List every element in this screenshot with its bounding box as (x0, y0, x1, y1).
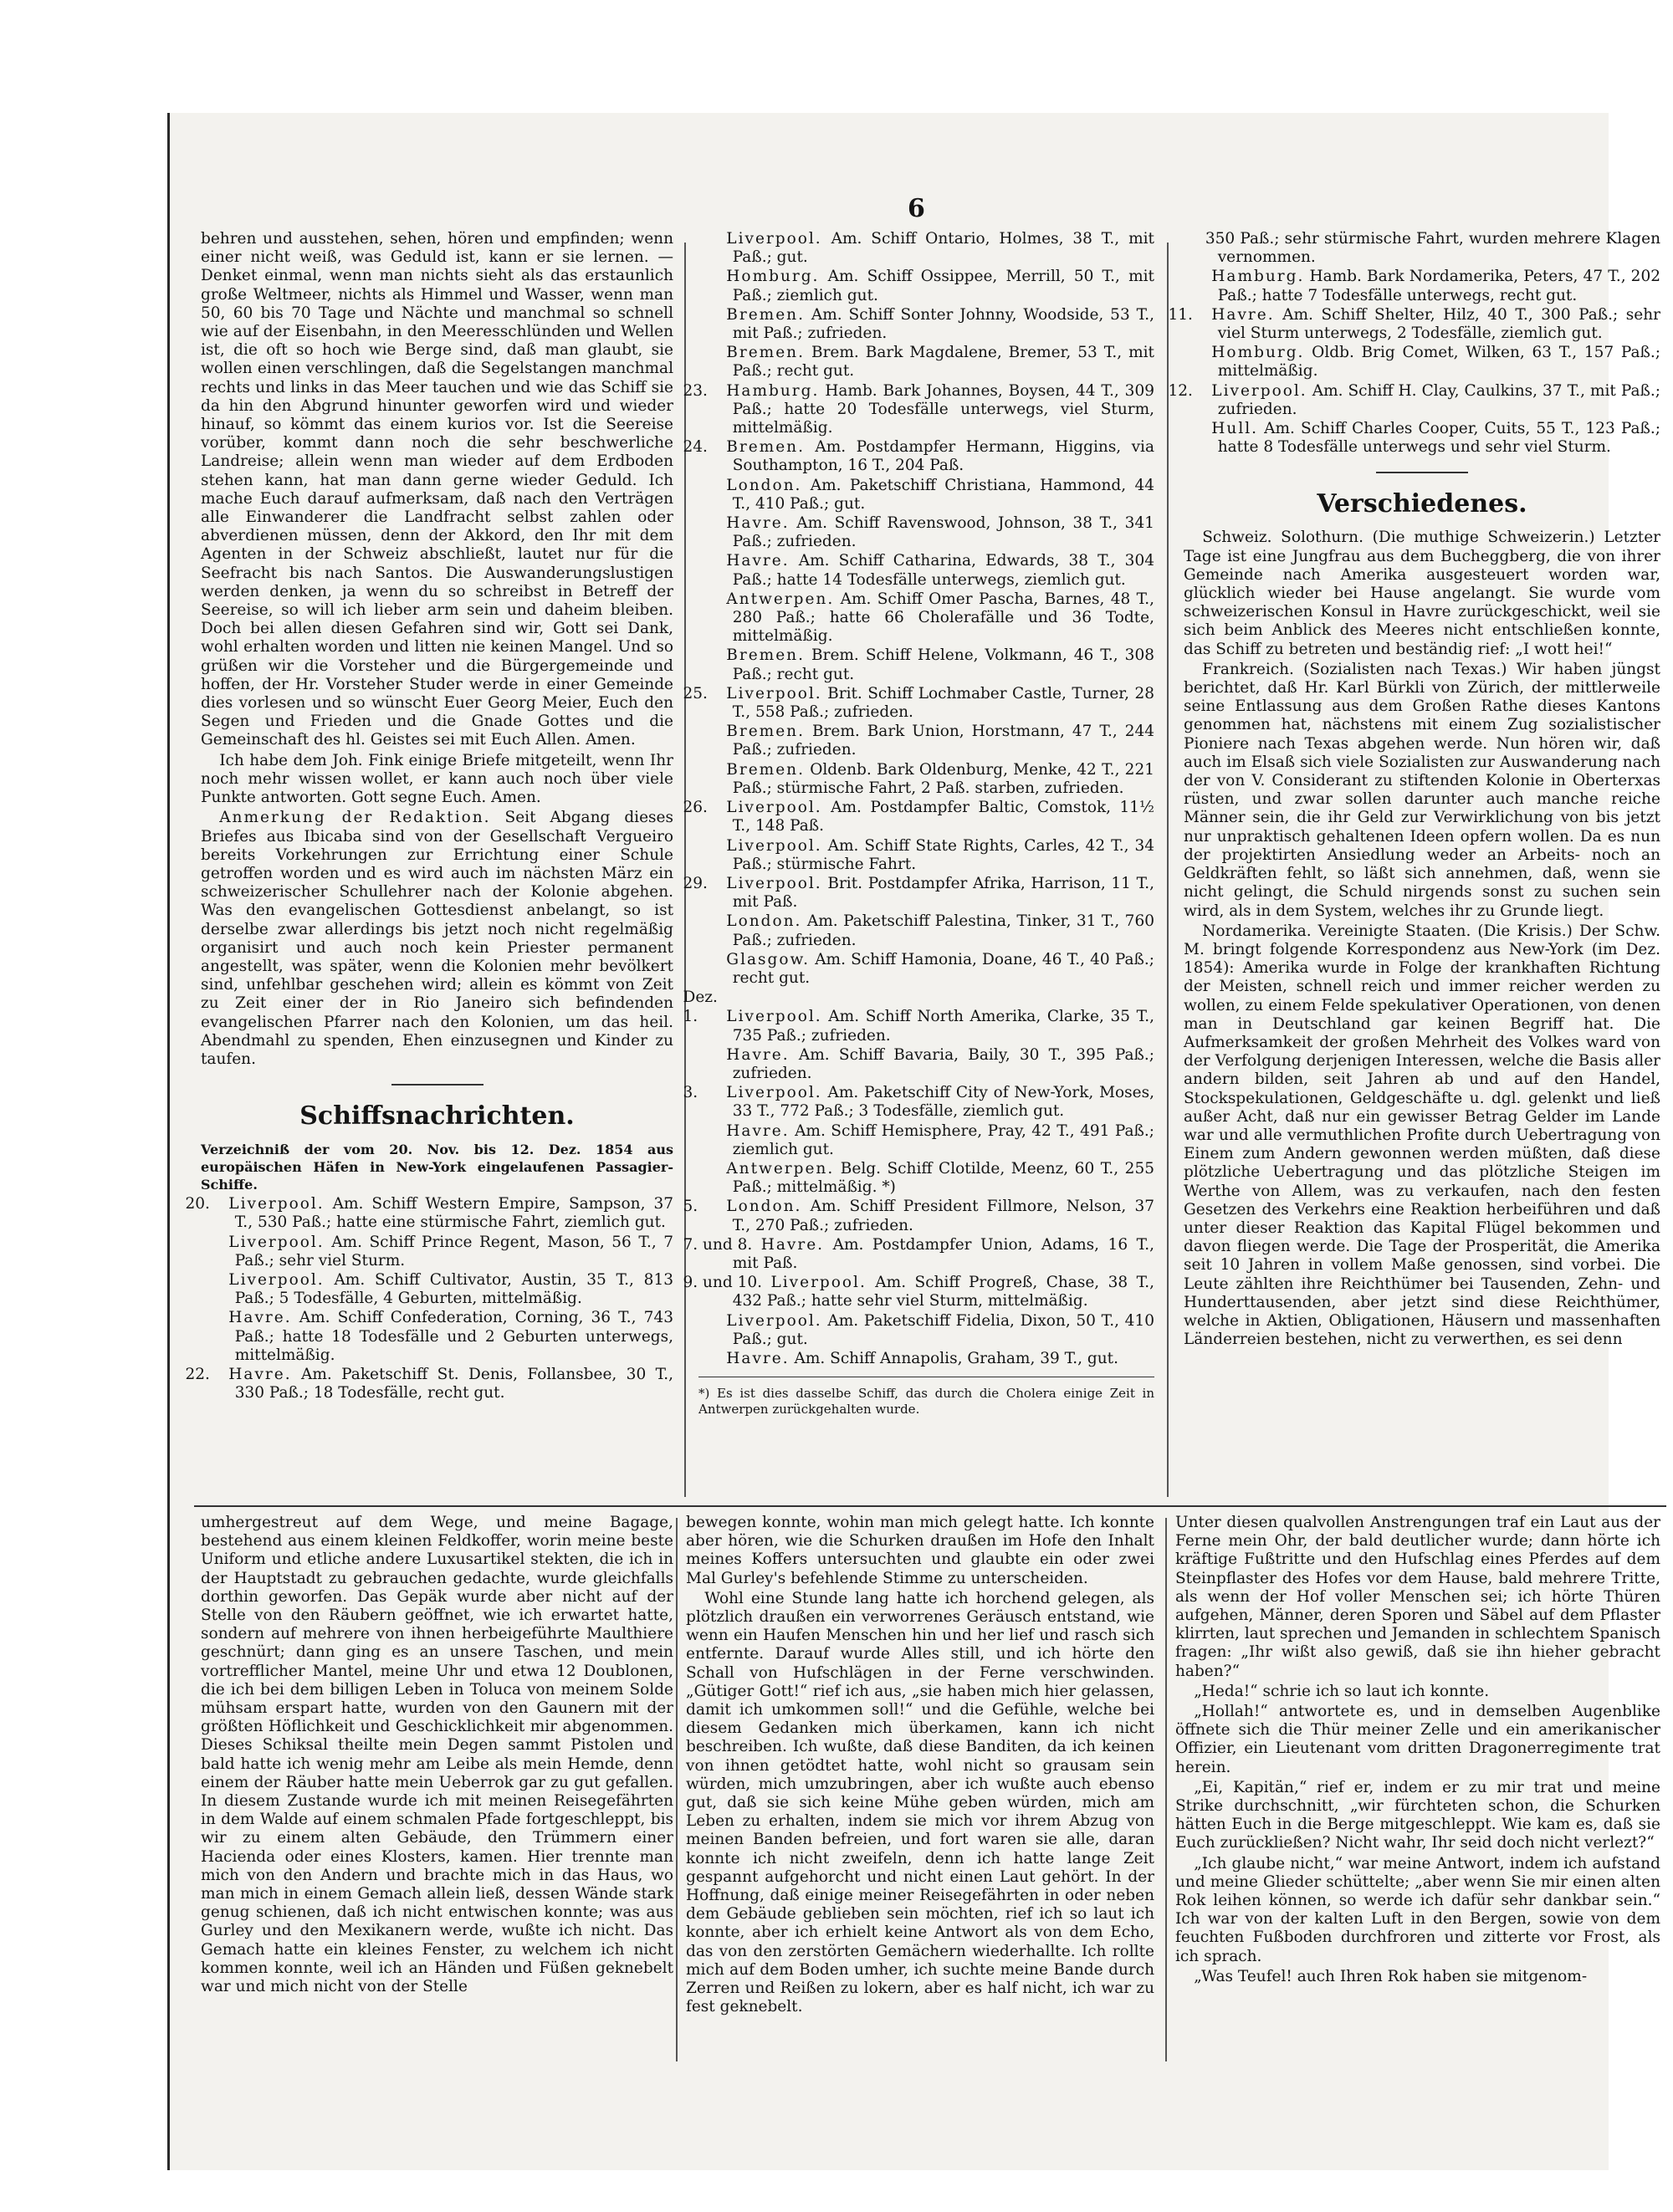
ship-entry: Bremen. Brem. Bark Magdalene, Bremer, 53 T., mit Paß.; recht gut. (726, 344, 1154, 381)
ship-entry: 1. Liverpool. Am. Schiff North Amerika, Clarke, 35 T., 735 Paß.; zufrieden. (683, 1008, 1154, 1045)
ship-entry: 7. und 8. Havre. Am. Postdampfer Union, Adams, 16 T., mit Paß. (683, 1235, 1154, 1272)
ship-entry: Havre. Am. Schiff Ravenswood, Johnson, 38 T., 341 Paß.; zufrieden. (726, 514, 1154, 551)
story-paragraph: „Was Teufel! auch Ihren Rok haben sie mitgenom- (1194, 1967, 1588, 1985)
ship-entry: 26. Liverpool. Am. Postdampfer Baltic, Comstok, 11½ T., 148 Paß. (683, 799, 1154, 835)
ship-entry: Liverpool. Am. Schiff State Rights, Carles, 42 T., 34 Paß.; stürmische Fahrt. (726, 836, 1154, 873)
ship-list (683, 230, 1154, 1368)
column-rule (684, 243, 686, 1497)
column-rule (1165, 1518, 1167, 2061)
ship-entry: Liverpool. Am. Schiff Ontario, Holmes, 38 T., mit Paß.; gut. (726, 230, 1154, 267)
ship-entry: 3. Liverpool. Am. Paketschiff City of New-York, Moses, 33 T., 772 Paß.; 3 Todesfälle, ziemlich gut. (683, 1084, 1154, 1121)
column-rule (1167, 243, 1169, 1497)
editorial-note (201, 809, 673, 1069)
editorial-note-label: Anmerkung der Redaktion. (219, 809, 491, 827)
story-paragraph: umhergestreut auf dem Wege, und meine Bagage, bestehend aus einem kleinen Feldkoffer, worin meine beste Uniform und etliche andere Luxusartikel stekten, die ich in der Hauptstadt zu gebrauchen gedachte, wurde gleichfalls dorthin geworfen. Das Gepäk wurde aber nicht auf der Stelle von den Räubern geöffnet, wie ich erwartet hatte, sondern auf mehrere von ihnen herbeigeführte Maulthiere geschnürt; dann ging es an unsere Taschen, und mein vortrefflicher Mantel, meine Uhr und etwa 12 Doublonen, die ich bei dem billigen Leben in Toluca von meinem Solde mühsam erspart hatte, wurden von den Gaunern mit der größten Höflichkeit und Geschicklichkeit mir abgenommen. Dieses Schiksal theilte mein Degen sammt Pistolen und bald hatte ich wenig mehr am Leibe als mein Hemde, denn einem der Räuber hatte mein Ueberrok gar zu gut gefallen. In diesem Zustande wurde ich mit meinen Reisegefährten in dem Walde auf einem schmalen Pfade fortgeschleppt, bis wir zu einem alten Gebäude, den Trümmern einer Hacienda oder eines Klosters, kamen. Hier trennte man mich von den Andern und brachte mich in das Haus, wo man mich in einem Gemach allein ließ, dessen Wände stark genug schienen, daß ich nicht entwischen konnte; was aus Gurley und den Mexikanern werde, wußte ich nicht. Das Gemach hatte ein kleines Fenster, zu welchem ich nicht kommen konnte, weil ich an Händen und Füßen geknebelt war und mich nicht von der Stelle (201, 1514, 673, 1996)
section-title-miscellaneous: Verschiedenes. (1317, 489, 1527, 519)
ship-entry: Bremen. Am. Schiff Sonter Johnny, Woodside, 53 T., mit Paß.; zufrieden. (726, 305, 1154, 343)
ship-entry: Havre. Am. Schiff Annapolis, Graham, 39 T., gut. (726, 1349, 1118, 1367)
column-3 (1168, 230, 1661, 1351)
story-paragraph: „Ei, Kapitän,“ rief er, indem er zu mir trat und meine Strike durchschnitt, „wir fürchteten schon, die Schurken hätten Euch in die Berge mitgeschleppt. Wie kam es, daß sie Euch zurückließen? Nicht wahr, Ihr seid doch nicht verlezt?“ (1175, 1778, 1660, 1852)
ship-entry: Havre. Am. Schiff Confederation, Corning, 36 T., 743 Paß.; hatte 18 Todesfälle und 2 Geburten unterwegs, mittelmäßig. (228, 1309, 673, 1364)
ship-entry: 9. und 10. Liverpool. Am. Schiff Progreß, Chase, 38 T., 432 Paß.; hatte sehr viel Sturm, mittelmäßig. (683, 1274, 1154, 1310)
ship-list (185, 1195, 673, 1402)
column-2 (683, 230, 1154, 1418)
ship-entry: 22. Havre. Am. Paketschiff St. Denis, Follansbee, 30 T., 330 Paß.; 18 Todesfälle, recht gut. (185, 1365, 673, 1402)
ship-entry: Havre. Am. Schiff Bavaria, Baily, 30 T., 395 Paß.; zufrieden. (726, 1045, 1154, 1082)
ship-entry: Bremen. Oldenb. Bark Oldenburg, Menke, 42 T., 221 Paß.; stürmische Fahrt, 2 Paß. starben, zufrieden. (726, 760, 1154, 797)
ship-entry: 25. Liverpool. Brit. Schiff Lochmaber Castle, Turner, 28 T., 558 Paß.; zufrieden. (683, 684, 1154, 722)
news-paragraph: Schweiz. Solothurn. (Die muthige Schweizerin.) Letzter Tage ist eine Jungfrau aus dem Bucheggberg, die von ihrer Gemeinde nach Amerika ausgesteuert worden war, glücklich wieder bei Hause angelangt. Sie wurde vom schweizerischen Konsul in Havre zurückgeschickt, weil sie sich beim Anblick des Meeres nicht entschließen konnte, das Schiff zu betreten und beständig rief: „I wott hei!“ (1184, 529, 1660, 658)
news-paragraph: Frankreich. (Sozialisten nach Texas.) Wir haben jüngst berichtet, daß Hr. Karl Bürkli von Zürich, der mittlerweile seine Entlassung aus dem Großen Rathe dieses Kantons genommen hat, nächstens mit einem Zug sozialistischer Pioniere nach Texas abgehen werde. Nun hören wir, daß auch im Elsaß sich viele Sozialisten zur Auswanderung nach der von V. Considerant zu stiftenden Kolonie in Oberterxas rüsten, und zwar sollen darunter auch manche reiche Männer sein, die ihr Geld zur Verwirklichung von bis jetzt nur unpraktisch gehaltenen Ideen opfern wollen. Da es nun der projektirten Ansiedlung weder an Arbeits- noch an Geldkräften fehlt, so läßt sich annehmen, daß, wenn sie nicht gelingt, die Schuld nirgends sonst zu suchen sein wird, als in dem System, welches ihr zu Grunde liegt. (1184, 660, 1660, 920)
column-rule (676, 1518, 678, 2061)
ship-entry: Glasgow. Am. Schiff Hamonia, Doane, 46 T., 40 Paß.; recht gut. (726, 950, 1154, 987)
ship-entry: Havre. Am. Schiff Catharina, Edwards, 38 T., 304 Paß.; hatte 14 Todesfälle unterwegs, ziemlich gut. (726, 552, 1154, 589)
ship-entry: Havre. Am. Schiff Hemisphere, Pray, 42 T., 491 Paß.; ziemlich gut. (726, 1121, 1154, 1158)
story-column-1 (201, 1514, 673, 1998)
ship-entry: London. Am. Paketschiff Palestina, Tinker, 31 T., 760 Paß.; zufrieden. (726, 912, 1154, 949)
ship-entry: Homburg. Am. Schiff Ossippee, Merrill, 50 T., mit Paß.; ziemlich gut. (726, 268, 1154, 304)
story-paragraph: Wohl eine Stunde lang hatte ich horchend gelegen, als plötzlich draußen ein verworrenes Geräusch entstand, wie wenn ein Haufen Menschen hin und her lief und rasch sich entfernte. Darauf wurde Alles still, und ich hörte den Schall von Hufschlägen in der Ferne verschwinden. „Gütiger Gott!“ rief ich aus, „sie haben mich hier gelassen, damit ich umkommen soll!“ und die Gefühle, welche bei diesem Gedanken mich überkamen, kann ich nicht beschreiben. Ich wußte, daß diese Banditen, da ich keinen von ihnen getödtet hatte, wohl nicht so grausam sein würden, mich umzubringen, aber ich wußte auch ebenso gut, daß sie sich keine Mühe geben würden, mich am Leben zu erhalten, indem sie mich vor ihrem Abzug von meinen Banden befreien, und fort waren sie alle, daran konnte ich nicht zweifeln, denn ich hatte lange Zeit gespannt aufgehorcht und nicht einen Laut gehört. In der Hoffnung, daß einige meiner Reisegefährten in oder neben dem Gebäude geblieben sein möchten, rief ich so laut ich konnte, aber ich erhielt keine Antwort als von dem Echo, das von den zerstörten Gemächern wiederhallte. Ich rollte mich auf dem Boden umher, ich suchte meine Bande durch Zerren und Reißen zu lokern, aber es half nicht, ich war zu fest geknebelt. (686, 1589, 1154, 2016)
ship-entry: Liverpool. Am. Schiff Cultivator, Austin, 35 T., 813 Paß.; 5 Todesfälle, 4 Geburten, mittelmäßig. (228, 1270, 673, 1308)
ship-entry: Hamburg. Hamb. Bark Nordamerika, Peters, 47 T., 202 Paß.; hatte 7 Todesfälle unterwegs, recht gut. (1211, 268, 1660, 304)
story-paragraph: bewegen konnte, wohin man mich gelegt hatte. Ich konnte aber hören, wie die Schurken draußen im Hofe den Inhalt meines Koffers untersuchten und glaubte ein oder zwei Mal Gurley's befehlende Stimme zu unterscheiden. (686, 1514, 1154, 1587)
story-column-2 (686, 1514, 1154, 2018)
story-paragraph: Unter diesen qualvollen Anstrengungen traf ein Laut aus der Ferne mein Ohr, der bald deutlicher wurde; dann hörte ich kräftige Fußtritte und den Hufschlag eines Pferdes auf dem Steinpflaster des Hofes vor dem Hause, bald mehrere Tritte, als wenn der Hof voller Menschen sei; ich hörte Thüren aufgehen, Männer, deren Sporen und Säbel auf dem Pflaster klirrten, laut sprechen und Jemanden in schlechtem Spanisch fragen: „Ihr wißt also gewiß, daß sie ihn hieher gebracht haben?“ (1175, 1514, 1660, 1680)
month-label: Dez. (683, 989, 718, 1007)
story-column-3 (1175, 1514, 1660, 1988)
ship-entry: Hull. Am. Schiff Charles Cooper, Cuits, 55 T., 123 Paß.; hatte 8 Todesfälle unterwegs und sehr viel Sturm. (1211, 420, 1660, 457)
section-subtitle: Verzeichniß der vom 20. Nov. bis 12. Dez. 1854 aus europäischen Häfen in New-York eingelaufenen Passagier-Schiffe. (201, 1142, 673, 1193)
divider (391, 1084, 483, 1086)
column-1 (185, 230, 673, 1403)
story-paragraph: „Hollah!“ antwortete es, und in demselben Augenblike öffnete sich die Thür meiner Zelle und ein amerikanischer Offizier, ein Lieutenant vom dritten Dragonerregimente trat herein. (1175, 1703, 1660, 1776)
ship-entry: London. Am. Paketschiff Christiana, Hammond, 44 T., 410 Paß.; gut. (726, 476, 1154, 513)
ship-entry: Bremen. Brem. Schiff Helene, Volkmann, 46 T., 308 Paß.; recht gut. (726, 646, 1154, 683)
divider (1376, 472, 1468, 473)
section-divider (194, 1505, 1666, 1507)
ship-entry: Antwerpen. Belg. Schiff Clotilde, Meenz, 60 T., 255 Paß.; mittelmäßig. *) (726, 1159, 1154, 1197)
ship-entry: 11. Havre. Am. Schiff Shelter, Hilz, 40 T., 300 Paß.; sehr viel Sturm unterwegs, 2 Todesfälle, ziemlich gut. (1168, 305, 1660, 343)
editorial-note-text: Seit Abgang dieses Briefes aus Ibicaba sind von der Gesellschaft Vergueiro bereits Vorkehrungen zur Errichtung einer Schule getroffen worden und es wird auch im nächsten März ein schweizerischer Schullehrer nach der Kolonie abgehen. Was den evangelischen Gottesdienst anbelangt, so ist derselbe zwar allerdings bis jetzt noch nicht regelmäßig organisirt und auch noch kein Priester permanent angestellt, was später, wenn die Kolonien mehr bevölkert sind, unfehlbar geschehen wird; allein es kömmt von Zeit zu Zeit einer der in Rio Janeiro sich befindenden evangelischen Pfarrer nach den Kolonien, um das heil. Abendmahl zu spenden, Ehen einzusegnen und Kinder zu taufen. (201, 809, 673, 1068)
ship-list (1168, 230, 1661, 457)
ship-entry: 12. Liverpool. Am. Schiff H. Clay, Caulkins, 37 T., mit Paß.; zufrieden. (1168, 381, 1660, 418)
ship-entry: Bremen. Brem. Bark Union, Horstmann, 47 T., 244 Paß.; zufrieden. (726, 723, 1154, 759)
letter-paragraph: Ich habe dem Joh. Fink einige Briefe mitgeteilt, wenn Ihr noch mehr wissen wollet, er kann auch noch über viele Punkte antworten. Gott segne Euch. Amen. (201, 751, 673, 807)
ship-entry: Antwerpen. Am. Schiff Omer Pascha, Barnes, 48 T., 280 Paß.; hatte 66 Cholerafälle und 36 Todte, mittelmäßig. (726, 590, 1154, 646)
ship-entry: 23. Hamburg. Hamb. Bark Johannes, Boysen, 44 T., 309 Paß.; hatte 20 Todesfälle unterwegs, viel Sturm, mittelmäßig. (683, 381, 1154, 437)
story-paragraph: „Heda!“ schrie ich so laut ich konnte. (1194, 1682, 1490, 1700)
page-number: 6 (908, 194, 925, 223)
ship-entry: Liverpool. Am. Schiff Prince Regent, Mason, 56 T., 7 Paß.; sehr viel Sturm. (228, 1233, 673, 1269)
ship-entry: Homburg. Oldb. Brig Comet, Wilken, 63 T., 157 Paß.; mittelmäßig. (1211, 344, 1661, 381)
ship-entry: Liverpool. Am. Paketschiff Fidelia, Dixon, 50 T., 410 Paß.; gut. (726, 1311, 1154, 1348)
ship-entry: 29. Liverpool. Brit. Postdampfer Afrika, Harrison, 11 T., mit Paß. (683, 874, 1154, 912)
section-title-shipping: Schiffsnachrichten. (299, 1101, 575, 1132)
letter-paragraph: behren und ausstehen, sehen, hören und empfinden; wenn einer nicht weiß, was Geduld ist, kann er sie lernen. — Denket einmal, wenn man nichts sieht als das erstaunlich große Weltmeer, nichts als Himmel und Wasser, wenn man 50, 60 bis 70 Tage und Nächte und manchmal so schnell wie auf der Eisenbahn, in den Meeresschlünden und Wellen ist, die oft so hoch wie Berge sind, daß man glaubt, sie wollen einen verschlingen, daß die Segelstangen manchmal rechts und links in das Meer tauchen und wie das Schiff sie da hin den Abgrund hinunter geworfen wird und wieder hinauf, so kömmt das einem kurios vor. Ist die Seereise vorüber, kommt dann noch die sehr beschwerliche Landreise; allein wenn man wieder auf dem Erdboden stehen kann, hat man dann gerne wieder Geduld. Ich mache Euch darauf aufmerksam, daß nach den Verträgen alle Einwanderer die Landfracht selbst zahlen oder abverdienen müssen, denn der Akkord, den Ihr mit dem Agenten in der Schweiz abschließt, lautet nur für die Seefracht bis nach Santos. Die Auswanderungslustigen werden denken, ja wenn du so schreibst in Betreff der Seereise, so will ich lieber arm sein und daheim bleiben. Doch bei allen diesen Gefahren sind wir, Gott sei Dank, wohl erhalten worden und litten nie keinen Mangel. Und so grüßen wir die Vorsteher und die Bürgergemeinde und hoffen, der Hr. Vorsteher Studer werde in einer Gemeinde dies vorlesen und so wünscht Euer Georg Meier, Euch den Segen und Frieden und die Gnade Gottes und die Gemeinschaft des hl. Geistes sei mit Euch Allen. Amen. (201, 230, 673, 749)
ship-entry-continued: 350 Paß.; sehr stürmische Fahrt, wurden mehrere Klagen vernommen. (1205, 230, 1660, 267)
story-paragraph: „Ich glaube nicht,“ war meine Antwort, indem ich aufstand und meine Glieder schüttelte; „aber wenn Sie mir einen alten Rok leihen können, so werde ich dafür sehr dankbar sein.“ Ich war von der kalten Luft in den Bergen, sowie von dem feuchten Fußboden durchfroren und zitterte vor Frost, als ich sprach. (1175, 1854, 1660, 1965)
news-paragraph: Nordamerika. Vereinigte Staaten. (Die Krisis.) Der Schw. M. bringt folgende Korrespondenz aus New-York (im Dez. 1854): Amerika wurde in Folge der krankhaften Richtung der Meisten, schnell reich und immer reicher werden zu wollen, zu einem Felde spekulativer Operationen, von denen man in Deutschland gar keinen Begriff hat. Die Aufmerksamkeit der großen Mehrheit des Volkes ward von der Verfolgung derjenigen Interessen, welche die Basis aller andern bilden, seit Jahren ab und auf den Handel, Stockspekulationen, Geldgeschäfte u. dgl. gelenkt und ließ außer Acht, daß nur ein gewisser Betrag Gelder im Lande war und alle vermuthlichen Profite durch Uebertragung von Einem zum Andern gewonnen werden müßten, daß diese plötzliche Uebertragung und das plötzliche Steigen im Werthe von Allem, was zu verkaufen, nach den festen Gesetzen des Verkehrs eine Reaktion herbeiführen und daß unter dieser Reaktion das Kapital Flügel bekommen und davon fliegen werde. Die Tage der Prosperität, die Amerika seit 10 Jahren in vollem Maße genossen, sind vorbei. Die Leute zählten ihre Reichthümer bei Tausenden, Zehn- und Hunderttausenden, aber jetzt sind diese Reichthümer, welche in Aktien, Obligationen, Häusern und massenhaften Länderreien bestehen, nicht zu verwerthen, es sei denn (1184, 922, 1660, 1349)
footnote: *) Es ist dies dasselbe Schiff, das durch die Cholera einige Zeit in Antwerpen zurückgehalten wurde. (698, 1386, 1154, 1418)
ship-entry: 24. Bremen. Am. Postdampfer Hermann, Higgins, via Southampton, 16 T., 204 Paß. (683, 438, 1154, 475)
ship-entry: 20. Liverpool. Am. Schiff Western Empire, Sampson, 37 T., 530 Paß.; hatte eine stürmische Fahrt, ziemlich gut. (185, 1195, 673, 1232)
ship-entry: 5. London. Am. Schiff President Fillmore, Nelson, 37 T., 270 Paß.; zufrieden. (683, 1198, 1154, 1234)
